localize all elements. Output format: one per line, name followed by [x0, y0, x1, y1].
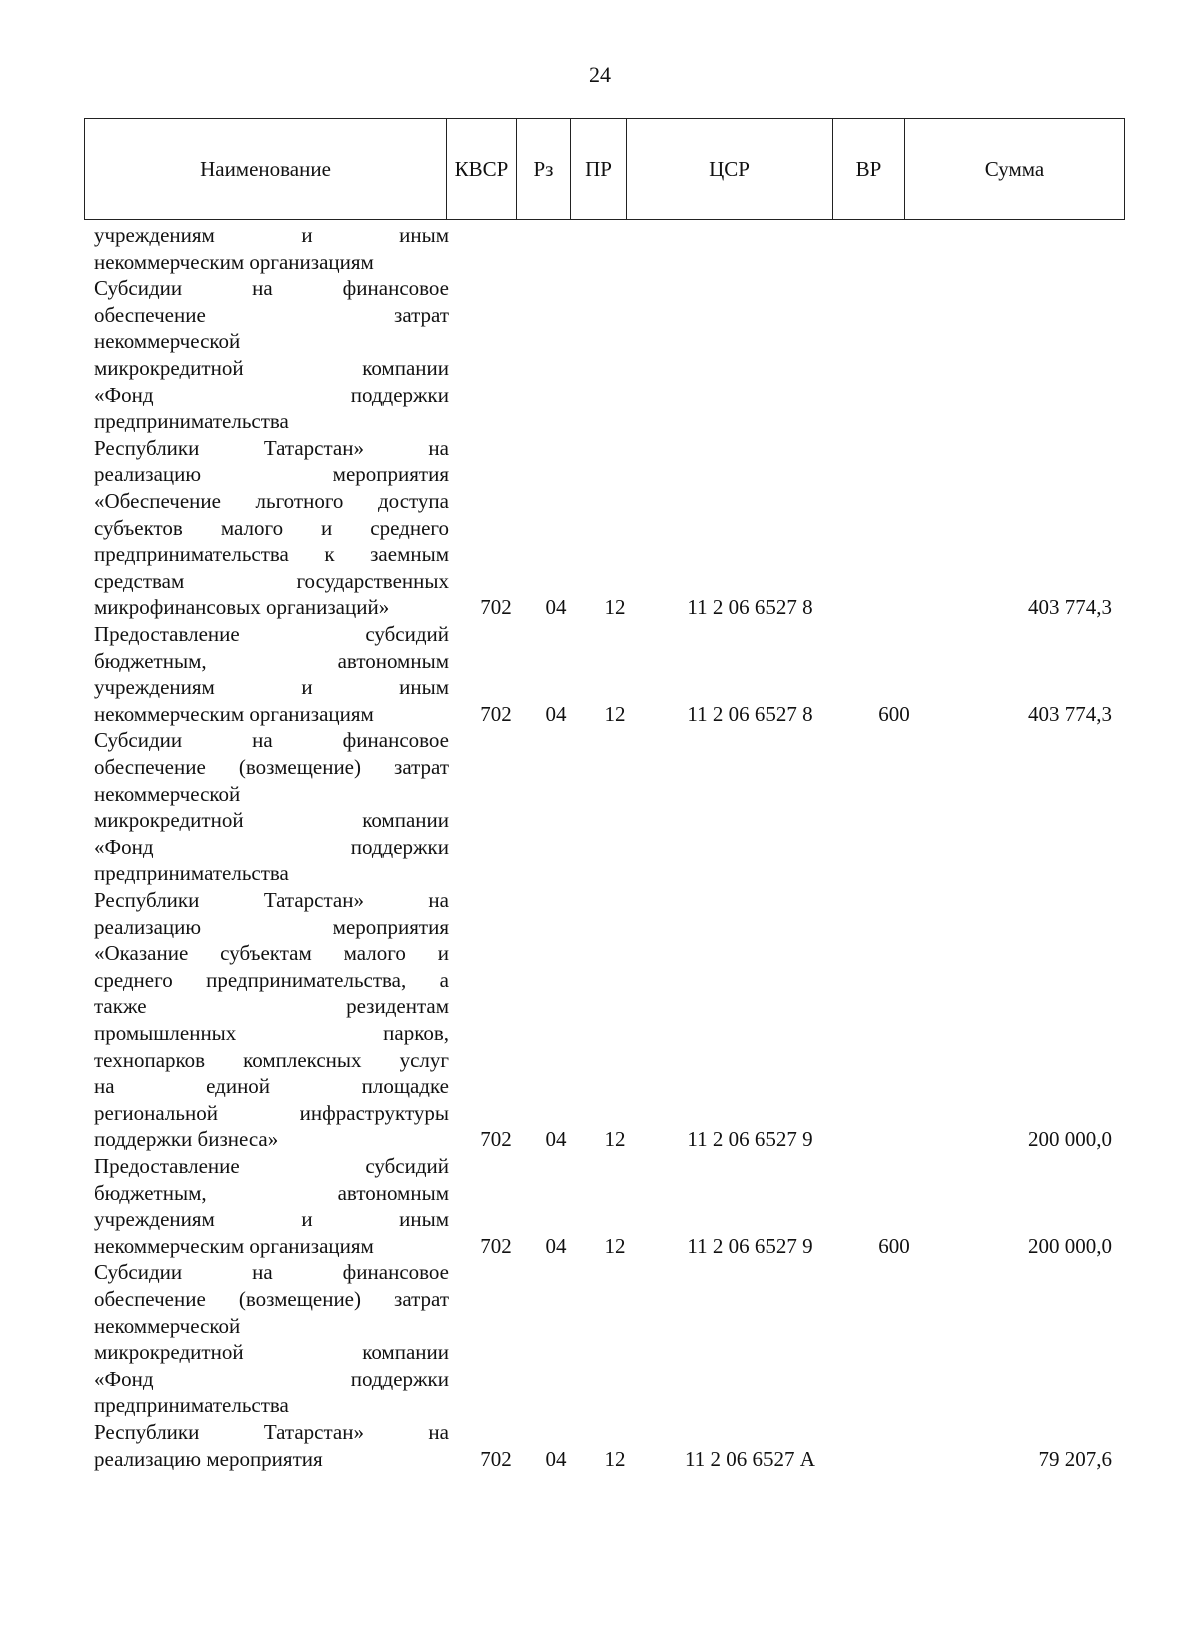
row-name-line: Республики Татарстан» на [94, 887, 449, 912]
row-name-line: «Фонд поддержки [94, 382, 449, 407]
cell-csr: 11 2 06 6527 9 [687, 1233, 813, 1258]
table-body [0, 222, 1200, 1472]
cell-csr: 11 2 06 6527 А [685, 1446, 815, 1471]
row-name-line: микрофинансовых организаций» [94, 595, 390, 620]
cell-rz: 04 [545, 701, 567, 726]
row-name-line: некоммерческим организациям [94, 1233, 374, 1258]
row-name-line: некоммерческой [94, 329, 241, 354]
row-name-line: также резидентам [94, 994, 449, 1019]
cell-sum: 79 207,6 [1038, 1446, 1112, 1471]
header-sum: Сумма [905, 119, 1125, 220]
cell-pr: 12 [604, 1233, 626, 1258]
table-row [0, 727, 1200, 1153]
row-name [94, 222, 449, 275]
cell-rz: 04 [545, 595, 567, 620]
row-name-line: некоммерческой [94, 781, 241, 806]
cell-csr: 11 2 06 6527 9 [687, 1127, 813, 1152]
cell-kvsr: 702 [480, 1127, 512, 1152]
row-name-line: среднего предпринимательства, а [94, 967, 449, 992]
cell-rz: 04 [545, 1127, 567, 1152]
row-name [94, 727, 449, 1153]
row-name-line: учреждениям и иным [94, 1207, 449, 1232]
cell-rz: 04 [545, 1446, 567, 1471]
row-name-line: учреждениям и иным [94, 675, 449, 700]
row-name-line: Предоставление субсидий [94, 1153, 449, 1178]
row-name-line: Субсидии на финансовое [94, 276, 449, 301]
cell-sum: 200 000,0 [1028, 1127, 1112, 1152]
cell-pr: 12 [604, 595, 626, 620]
cell-csr: 11 2 06 6527 8 [687, 595, 813, 620]
row-name [94, 275, 449, 621]
header-csr: ЦСР [627, 119, 833, 220]
row-name-line: бюджетным, автономным [94, 1180, 449, 1205]
header-name: Наименование [85, 119, 447, 220]
row-name-line: Субсидии на финансовое [94, 1260, 449, 1285]
row-name-line: «Обеспечение льготного доступа [94, 488, 449, 513]
row-name-line: на единой площадке [94, 1074, 449, 1099]
row-name-line: обеспечение (возмещение) затрат [94, 754, 449, 779]
cell-pr: 12 [604, 1127, 626, 1152]
cell-rz: 04 [545, 1233, 567, 1258]
cell-sum: 403 774,3 [1028, 701, 1112, 726]
header-rz: Рз [517, 119, 571, 220]
cell-pr: 12 [604, 701, 626, 726]
row-name-line: предпринимательства к заемным [94, 542, 449, 567]
row-name-line: предпринимательства [94, 861, 289, 886]
cell-vr: 600 [878, 701, 910, 726]
cell-kvsr: 702 [480, 701, 512, 726]
row-name-line: Республики Татарстан» на [94, 435, 449, 460]
row-name-line: предпринимательства [94, 1393, 289, 1418]
row-name-line: Субсидии на финансовое [94, 728, 449, 753]
row-name-line: предпринимательства [94, 409, 289, 434]
table-row [0, 275, 1200, 621]
row-name-line: средствам государственных [94, 568, 449, 593]
cell-pr: 12 [604, 1446, 626, 1471]
table-row [0, 222, 1200, 275]
header-pr: ПР [571, 119, 627, 220]
cell-kvsr: 702 [480, 1446, 512, 1471]
row-name-line: Предоставление субсидий [94, 621, 449, 646]
row-name-line: поддержки бизнеса» [94, 1127, 279, 1152]
cell-kvsr: 702 [480, 1233, 512, 1258]
row-name-line: реализацию мероприятия [94, 1446, 323, 1471]
row-name-line: обеспечение затрат [94, 302, 449, 327]
cell-sum: 200 000,0 [1028, 1233, 1112, 1258]
row-name [94, 1153, 449, 1259]
row-name-line: реализацию мероприятия [94, 914, 449, 939]
row-name-line: бюджетным, автономным [94, 648, 449, 673]
row-name [94, 1259, 449, 1472]
row-name-line: микрокредитной компании [94, 808, 449, 833]
cell-vr: 600 [878, 1233, 910, 1258]
page-number: 24 [589, 62, 611, 87]
row-name [94, 621, 449, 727]
table-row [0, 1153, 1200, 1259]
row-name-line: учреждениям и иным [94, 223, 449, 247]
row-name-line: реализацию мероприятия [94, 462, 449, 487]
row-name-line: технопарков комплексных услуг [94, 1047, 449, 1072]
table-header [84, 118, 1125, 220]
cell-csr: 11 2 06 6527 8 [687, 701, 813, 726]
row-name-line: субъектов малого и среднего [94, 515, 449, 540]
table-row [0, 1259, 1200, 1472]
row-name-line: Республики Татарстан» на [94, 1419, 449, 1444]
row-name-line: некоммерческим организациям [94, 701, 374, 726]
row-name-line: некоммерческой [94, 1313, 241, 1338]
cell-kvsr: 702 [480, 595, 512, 620]
row-name-line: «Фонд поддержки [94, 834, 449, 859]
row-name-line: промышленных парков, [94, 1020, 449, 1045]
row-name-line: микрокредитной компании [94, 355, 449, 380]
row-name-line: «Оказание субъектам малого и [94, 941, 449, 966]
header-kvsr: КВСР [447, 119, 517, 220]
row-name-line: обеспечение (возмещение) затрат [94, 1286, 449, 1311]
table-row [0, 621, 1200, 727]
cell-sum: 403 774,3 [1028, 595, 1112, 620]
row-name-line: микрокредитной компании [94, 1340, 449, 1365]
header-vr: ВР [833, 119, 905, 220]
row-name-line: «Фонд поддержки [94, 1366, 449, 1391]
row-name-line: некоммерческим организациям [94, 249, 374, 274]
row-name-line: региональной инфраструктуры [94, 1100, 449, 1125]
